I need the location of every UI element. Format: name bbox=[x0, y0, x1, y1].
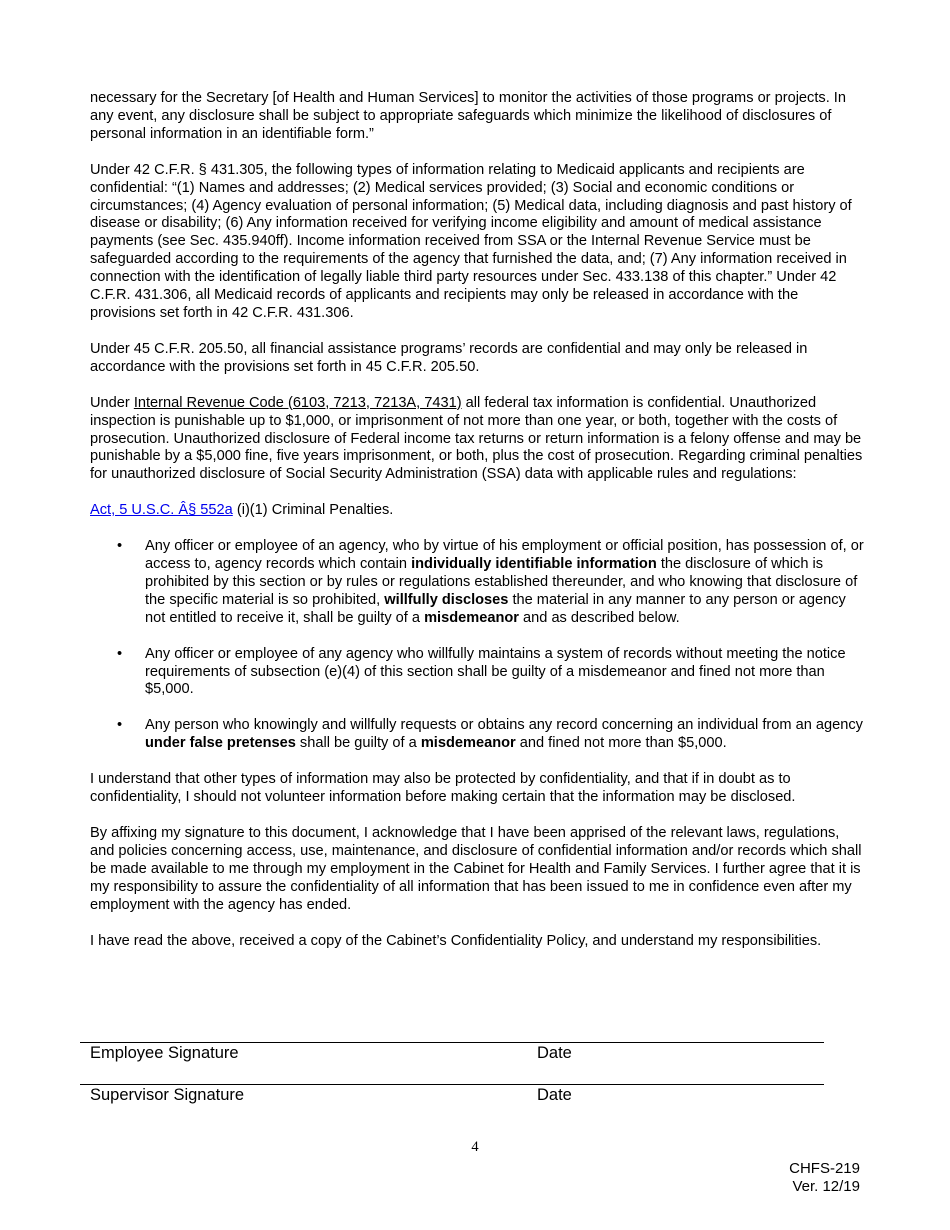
supervisor-date-label: Date bbox=[537, 1086, 572, 1104]
paragraph-financial-assistance: Under 45 C.F.R. 205.50, all financial assistance programs’ records are confidential and may only be released in accordance with the provisions set forth in 45 C.F.R. 205.50. bbox=[90, 340, 808, 375]
privacy-act-link[interactable]: Act, 5 U.S.C. Â§ 552a bbox=[90, 502, 233, 519]
paragraph-read-policy: I have read the above, received a copy of the Cabinet’s Confidentiality Policy, and understand my responsibilities. bbox=[90, 932, 822, 949]
paragraph-acknowledgement: By affixing my signature to this document, I acknowledge that I have been apprised of the relevant laws, regulations, and policies concerning access, use, maintenance, and disclosure of confidential information and/or records which shall be made available to me through my employment in the Cabinet for Health and Family Services. I further agree that it is my responsibility to assure the confidentiality of all information that has been issued to me in confidence even after my employment with the agency has ended. bbox=[90, 825, 862, 913]
employee-date-label: Date bbox=[537, 1044, 572, 1062]
employee-signature-label: Employee Signature bbox=[90, 1044, 239, 1062]
paragraph-privacy-act: Act, 5 U.S.C. Â§ 552a (i)(1) Criminal Penalties. bbox=[90, 502, 394, 519]
bullet-icon: • bbox=[117, 717, 123, 734]
bullet-icon: • bbox=[117, 538, 123, 555]
form-identifier bbox=[789, 1160, 860, 1196]
form-version: Ver. 12/19 bbox=[792, 1178, 860, 1195]
employee-signature-line[interactable] bbox=[80, 1042, 824, 1043]
irc-reference: Internal Revenue Code (6103, 7213, 7213A, 7431) bbox=[133, 394, 462, 411]
bullet-icon: • bbox=[117, 645, 123, 662]
paragraph-secretary-monitoring: necessary for the Secretary [of Health and Human Services] to monitor the activities of those programs or projects. In any event, any disclosure shall be subject to appropriate safeguards which minimize the likelihood of disclosures of personal information in an identifiable form.” bbox=[90, 90, 846, 142]
list-item: • Any officer or employee of any agency who willfully maintains a system of records without meeting the notice requirements of subsection (e)(4) of this section shall be guilty of a misdemeanor and fined not more than $5,000. bbox=[117, 645, 846, 698]
paragraph-other-info: I understand that other types of information may also be protected by confidentiality, and that if in doubt as to confidentiality, I should not volunteer information before making certain that the information may be disclosed. bbox=[90, 771, 796, 806]
paragraph-medicaid-confidentiality: Under 42 C.F.R. § 431.305, the following types of information relating to Medicaid applicants and recipients are confidential: “(1) Names and addresses; (2) Medical services provided; (3) Social and economic conditions or circumstances; (4) Agency evaluation of personal information; (5) Medical data, including diagnosis and past history of disease or disability; (6) Any information received for verifying income eligibility and amount of medical assistance payments (see Sec. 435.940ff). Income information received from SSA or the Internal Revenue Service must be safeguarded according to the requirements of the agency that furnished the data, and; (7) Any information received in connection with the identification of legally liable third party resources under Sec. 433.138 of this chapter.” Under 42 C.F.R. 431.306, all Medicaid records of applicants and recipients may only be released in accordance with the provisions set forth in 42 C.F.R. 431.306. bbox=[90, 161, 852, 321]
supervisor-signature-label: Supervisor Signature bbox=[90, 1086, 245, 1104]
list-item: • Any officer or employee of an agency, who by virtue of his employment or official position, has possession of, or access to, agency records which contain individually identifiable information the disclosure of which is prohibited by this section or by rules or regulations established thereunder, and who knowing that disclosure of the specific material is so prohibited, willfully discloses the material in any manner to any person or agency not entitled to receive it, shall be guilty of a misdemeanor and as described below. bbox=[117, 538, 864, 626]
page-number: 4 bbox=[471, 1139, 479, 1155]
paragraph-federal-tax-info: Under Internal Revenue Code (6103, 7213, 7213A, 7431) all federal tax information is confidential. Unauthorized inspection is punishable up to $1,000, or imprisonment of not more than one year, or both, together with the costs of prosecution. Unauthorized disclosure of Federal income tax returns or return information is a felony offense and may be punishable by a $5,000 fine, five years imprisonment, or both, plus the cost of prosecution. Regarding criminal penalties for unauthorized disclosure of Social Security Administration (SSA) data with applicable rules and regulations: bbox=[90, 394, 863, 483]
form-number: CHFS-219 bbox=[789, 1160, 860, 1177]
document-body bbox=[90, 90, 865, 968]
list-item: • Any person who knowingly and willfully requests or obtains any record concerning an individual from an agency under false pretenses shall be guilty of a misdemeanor and fined not more than $5,000. bbox=[117, 717, 863, 752]
supervisor-signature-line[interactable] bbox=[80, 1084, 824, 1085]
penalties-list bbox=[90, 538, 865, 753]
